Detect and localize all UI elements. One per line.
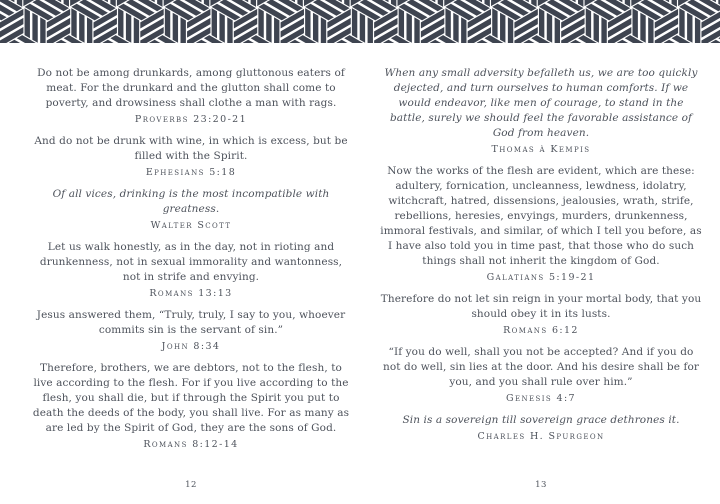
quote-block — [380, 66, 702, 157]
quote-text: Jesus answered them, “Truly, truly, I say to you, whoever commits sin is the servant of sin.” — [36, 309, 346, 336]
quote-attribution: John 8:34 — [161, 341, 221, 352]
quote-attribution: Walter Scott — [150, 220, 232, 231]
quote-block — [30, 240, 352, 301]
quote-block — [380, 413, 702, 444]
right-page — [380, 43, 702, 504]
quote-text: Therefore, brothers, we are debtors, not to the flesh, to live according to the flesh. For if you live according to the flesh, you shall die, but if through the Spirit you put to death the deeds of the body, you shall live. For as many as are led by the Spirit of God, they are the sons of God. — [32, 362, 350, 434]
quote-text: Now the works of the flesh are evident, which are these: adultery, fornication, uncleanness, lewdness, idolatry, witchcraft, hatred, dissensions, jealousies, wrath, strife, rebellions, heresies, envyings, murders, drunkenness, immoral festivals, and similar, of which I tell you before, as I have also told you in time past, that those who do such things shall not inherit the kingdom of God. — [380, 165, 702, 267]
quote-block — [30, 134, 352, 180]
quote-attribution: Romans 6:12 — [503, 325, 579, 336]
quote-text: Let us walk honestly, as in the day, not in rioting and drunkenness, not in sexual immorality and wantonness, not in strife and envying. — [39, 241, 343, 283]
quote-block — [380, 292, 702, 338]
quote-text: When any small adversity befalleth us, we are too quickly dejected, and turn ourselves to human comforts. If we would endeavor, like men of courage, to stand in the battle, surely we should feel the favorable assistance of God from heaven. — [384, 67, 698, 139]
left-page-content — [30, 43, 352, 452]
right-page-content — [380, 43, 702, 444]
quote-block — [30, 361, 352, 452]
quote-attribution: Genesis 4:7 — [506, 393, 576, 404]
quote-block — [30, 308, 352, 354]
quote-text: Therefore do not let sin reign in your mortal body, that you should obey it in its lusts. — [380, 293, 702, 320]
quote-text: “If you do well, shall you not be accepted? And if you do not do well, sin lies at the door. And his desire shall be for you, and you shall rule over him.” — [382, 346, 700, 388]
page-number-left: 12 — [185, 480, 197, 490]
quote-text: Of all vices, drinking is the most incompatible with greatness. — [52, 188, 330, 215]
quote-attribution: Charles H. Spurgeon — [477, 431, 605, 442]
quote-attribution: Ephesians 5:18 — [145, 167, 237, 178]
quote-block — [380, 345, 702, 406]
page-number-right: 13 — [535, 480, 547, 490]
geometric-weave-pattern-band — [0, 0, 720, 43]
quote-text: Do not be among drunkards, among gluttonous eaters of meat. For the drunkard and the glutton shall come to poverty, and drowsiness shall clothe a man with rags. — [37, 67, 345, 109]
quote-attribution: Galatians 5:19-21 — [486, 272, 596, 283]
quote-block — [380, 164, 702, 285]
quote-text: And do not be drunk with wine, in which is excess, but be filled with the Spirit. — [34, 135, 348, 162]
quote-attribution: Thomas à Kempis — [491, 144, 591, 155]
quote-block — [30, 187, 352, 233]
quote-attribution: Romans 8:12-14 — [143, 439, 239, 450]
quote-attribution: Proverbs 23:20-21 — [134, 114, 248, 125]
quote-block — [30, 66, 352, 127]
quote-text: Sin is a sovereign till sovereign grace dethrones it. — [402, 414, 680, 426]
left-page — [30, 43, 352, 504]
quote-attribution: Romans 13:13 — [149, 288, 233, 299]
